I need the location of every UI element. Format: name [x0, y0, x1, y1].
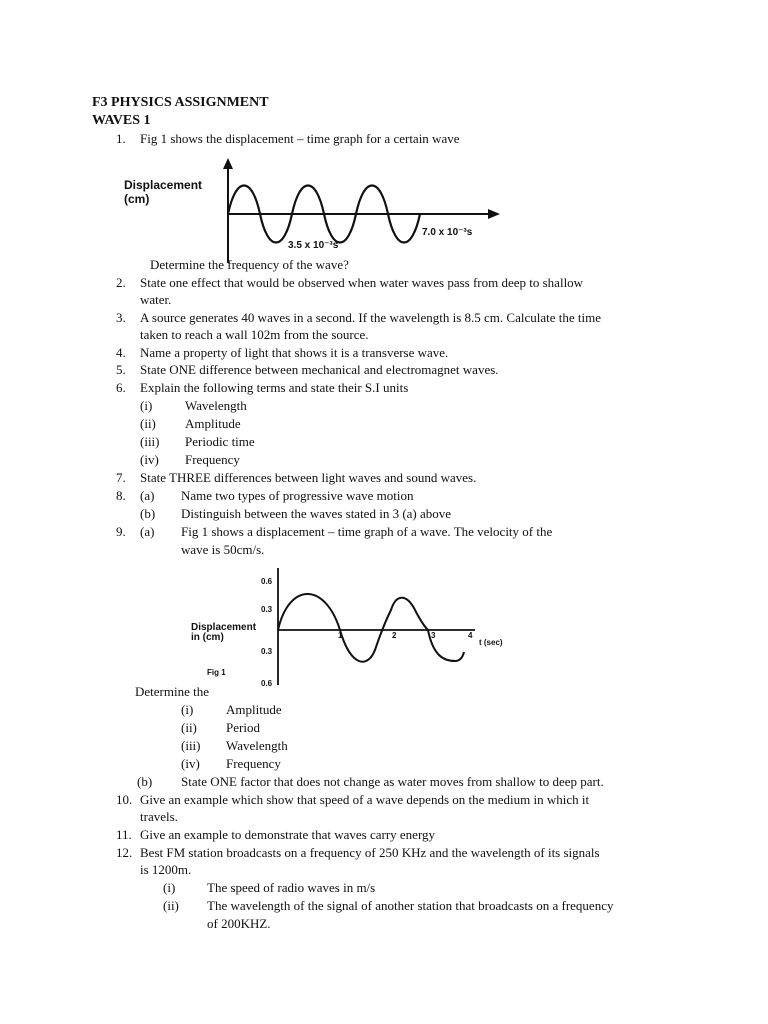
q3-line1: A source generates 40 waves in a second. If the wavelength is 8.5 cm. Calculate the time — [140, 310, 601, 325]
q12-line1: Best FM station broadcasts on a frequency of 250 KHz and the wavelength of its signals — [140, 845, 600, 860]
q11-number: 11. — [116, 827, 132, 842]
q8-number: 8. — [116, 488, 126, 503]
q9-b-text: State ONE factor that does not change as water moves from shallow to deep part. — [181, 774, 604, 789]
q2-number: 2. — [116, 275, 126, 290]
q6-number: 6. — [116, 380, 126, 395]
page-title: F3 PHYSICS ASSIGNMENT — [92, 95, 269, 110]
q8-a-label: (a) — [140, 488, 155, 503]
q9-item-3-text: Wavelength — [226, 738, 288, 753]
q9-item-3-num: (iii) — [181, 738, 201, 753]
q1-number: 1. — [116, 131, 126, 146]
fig-a-x-arrow — [488, 209, 500, 219]
fig-b-x-tick-2: 2 — [392, 631, 397, 640]
q9-ask: Determine the — [135, 684, 209, 699]
q10-line2: travels. — [140, 809, 178, 824]
q8-b-text: Distinguish between the waves stated in 3 (a) above — [181, 506, 452, 521]
fig-a-ylabel-1: Displacement — [124, 178, 203, 192]
q12-item-2-num: (ii) — [163, 898, 179, 913]
q7-text: State THREE differences between light waves and sound waves. — [140, 470, 477, 485]
fig-b-xlabel: t (sec) — [479, 638, 503, 647]
q9-a-line1: Fig 1 shows a displacement – time graph of a wave. The velocity of the — [181, 524, 553, 539]
q8-b-label: (b) — [140, 506, 156, 521]
q9-item-2-num: (ii) — [181, 720, 197, 735]
q9-a-line2: wave is 50cm/s. — [181, 542, 265, 557]
q6-item-4-num: (iv) — [140, 452, 159, 467]
q1-text: Fig 1 shows the displacement – time graph for a certain wave — [140, 131, 460, 146]
fig-b-ylabel-2: in (cm) — [191, 632, 224, 643]
q12-item-1-num: (i) — [163, 880, 176, 895]
q9-item-4-text: Frequency — [226, 756, 281, 771]
q6-item-4-text: Frequency — [185, 452, 240, 467]
fig-b-x-tick-3: 3 — [431, 631, 436, 640]
q12-item-2-text: The wavelength of the signal of another station that broadcasts on a frequency — [207, 898, 614, 913]
q12-item-1-text: The speed of radio waves in m/s — [207, 880, 376, 895]
q6-item-1-text: Wavelength — [185, 398, 247, 413]
q3-number: 3. — [116, 310, 126, 325]
page-subtitle: WAVES 1 — [92, 113, 151, 128]
q9-a-label: (a) — [140, 524, 155, 539]
q6-item-2-text: Amplitude — [185, 416, 241, 431]
fig-b-ylabel-1: Displacement — [191, 622, 257, 633]
q10-number: 10. — [116, 792, 133, 807]
q7-number: 7. — [116, 470, 126, 485]
q12-line2: is 1200m. — [140, 862, 192, 877]
wave-figure-a — [110, 155, 510, 265]
q9-item-2-text: Period — [226, 720, 260, 735]
q2-line1: State one effect that would be observed when water waves pass from deep to shallow — [140, 275, 584, 290]
q5-text: State ONE difference between mechanical and electromagnet waves. — [140, 362, 499, 377]
q11-text: Give an example to demonstrate that waves carry energy — [140, 827, 436, 842]
fig-b-x-tick-4: 4 — [468, 631, 473, 640]
q12-item-2-text-cont: of 200KHZ. — [207, 916, 271, 931]
q9-number: 9. — [116, 524, 126, 539]
fig-a-label-mid: 3.5 x 10⁻³s — [288, 240, 339, 251]
q5-number: 5. — [116, 362, 126, 377]
q9-item-4-num: (iv) — [181, 756, 200, 771]
q4-text: Name a property of light that shows it is a transverse wave. — [140, 345, 449, 360]
q6-item-3-num: (iii) — [140, 434, 160, 449]
q6-item-3-text: Periodic time — [185, 434, 255, 449]
fig-b-y-bottom: 0.6 — [261, 679, 273, 688]
fig-b-y-mid-up: 0.3 — [261, 605, 273, 614]
fig-b-y-mid-down: 0.3 — [261, 647, 273, 656]
q3-line2: taken to reach a wall 102m from the source. — [140, 327, 369, 342]
q10-line1: Give an example which show that speed of a wave depends on the medium in which it — [140, 792, 590, 807]
fig-a-y-arrow — [223, 158, 233, 169]
q6-item-2-num: (ii) — [140, 416, 156, 431]
q9-b-label: (b) — [137, 774, 153, 789]
q8-a-text: Name two types of progressive wave motion — [181, 488, 414, 503]
q9-item-1-num: (i) — [181, 702, 194, 717]
fig-b-x-tick-1: 1 — [338, 631, 343, 640]
fig-b-y-top: 0.6 — [261, 577, 273, 586]
q2-line2: water. — [140, 292, 172, 307]
fig-b-fig-label: Fig 1 — [207, 668, 226, 677]
q6-item-1-num: (i) — [140, 398, 153, 413]
fig-b-wave — [278, 594, 464, 662]
q4-number: 4. — [116, 345, 126, 360]
q6-text: Explain the following terms and state their S.I units — [140, 380, 409, 395]
fig-a-ylabel-2: (cm) — [124, 192, 150, 206]
fig-a-label-end: 7.0 x 10⁻³s — [422, 227, 473, 238]
q9-item-1-text: Amplitude — [226, 702, 282, 717]
wave-figure-b — [185, 560, 525, 690]
q12-number: 12. — [116, 845, 133, 860]
q1-ask: Determine the frequency of the wave? — [150, 257, 349, 272]
